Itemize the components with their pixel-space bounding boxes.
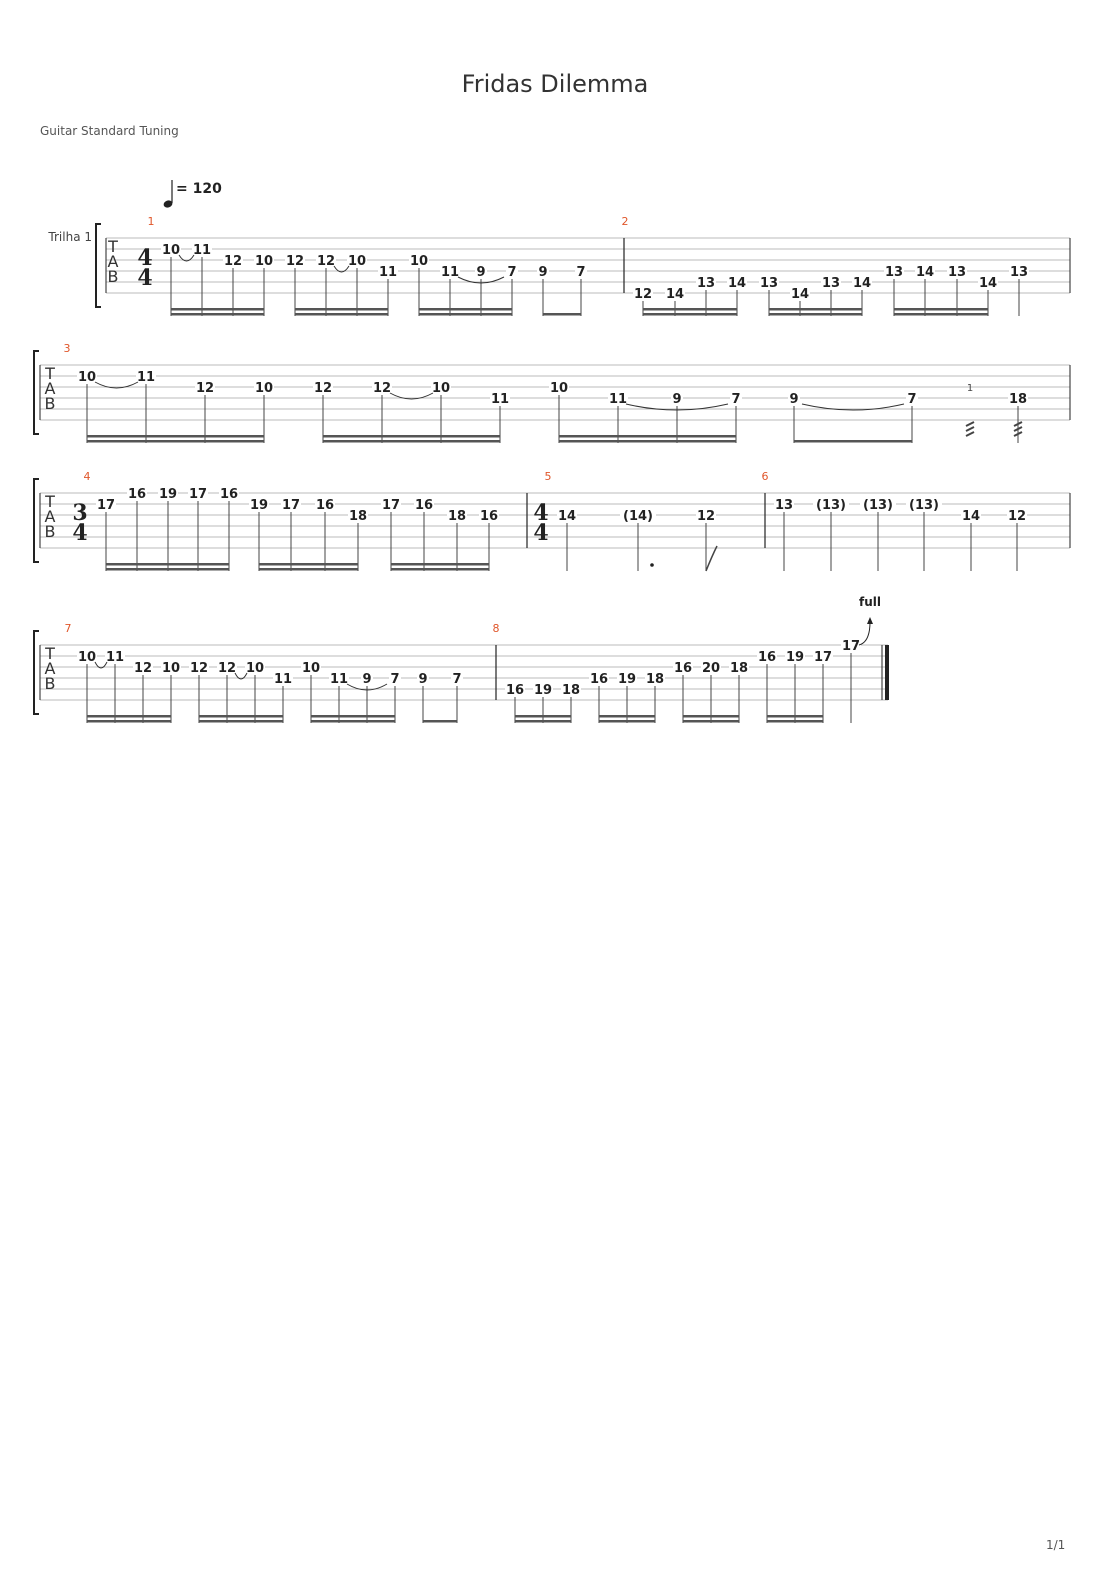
- beam: [259, 568, 358, 571]
- system-bracket: [34, 631, 39, 714]
- tab-clef-letter: A: [44, 379, 56, 398]
- fret-number: 14: [852, 276, 872, 291]
- fret-number: 10: [161, 661, 181, 676]
- fret-number: 9: [789, 392, 799, 407]
- fret-number: 16: [673, 661, 693, 676]
- fret-number: 12: [195, 381, 215, 396]
- rhythm-dot: [650, 563, 654, 567]
- fret-number: 14: [790, 287, 810, 302]
- fret-number: 12: [217, 661, 237, 676]
- measure-number: 5: [544, 470, 552, 483]
- tab-clef-letter: T: [108, 237, 118, 256]
- fret-number: 9: [418, 672, 428, 687]
- fret-number: 7: [576, 265, 586, 280]
- fret-number: 17: [281, 498, 301, 513]
- beam: [171, 313, 264, 316]
- time-signature-top: 4: [533, 500, 549, 526]
- measure-number: 6: [761, 470, 769, 483]
- fret-number: 13: [884, 265, 904, 280]
- fret-number: 19: [533, 683, 553, 698]
- beam: [419, 308, 512, 311]
- beam: [311, 715, 395, 718]
- fret-number: 11: [105, 650, 125, 665]
- fret-number: 10: [301, 661, 321, 676]
- beam: [295, 313, 388, 316]
- tab-clef-letter: T: [45, 644, 55, 663]
- fret-number: 14: [727, 276, 747, 291]
- fret-number: 11: [273, 672, 293, 687]
- fret-number: 12: [285, 254, 305, 269]
- beam: [391, 568, 489, 571]
- time-signature-bottom: 4: [533, 520, 549, 546]
- beam: [643, 308, 737, 311]
- beam: [87, 435, 264, 438]
- measure-number: 3: [63, 342, 71, 355]
- fret-number: 18: [561, 683, 581, 698]
- fret-number: 9: [538, 265, 548, 280]
- fret-number: (13): [816, 498, 846, 513]
- beam: [106, 563, 229, 566]
- beam: [87, 715, 171, 718]
- fret-number: 13: [821, 276, 841, 291]
- fret-number: 12: [1007, 509, 1027, 524]
- fret-number: 12: [316, 254, 336, 269]
- beam: [515, 715, 571, 718]
- fret-number: 17: [381, 498, 401, 513]
- fret-number: 19: [249, 498, 269, 513]
- fret-number: 19: [158, 487, 178, 502]
- beam: [87, 720, 171, 723]
- fret-number: 13: [774, 498, 794, 513]
- fret-number: 16: [479, 509, 499, 524]
- fret-number: 11: [136, 370, 156, 385]
- fret-number: (13): [909, 498, 939, 513]
- beam: [391, 563, 489, 566]
- tremolo-slash: [966, 427, 974, 431]
- beam: [599, 720, 655, 723]
- fret-number: 18: [447, 509, 467, 524]
- beam: [199, 715, 283, 718]
- fret-number: 12: [189, 661, 209, 676]
- beam: [643, 313, 737, 316]
- fret-number: 11: [440, 265, 460, 280]
- beam: [767, 715, 823, 718]
- fret-number: 13: [947, 265, 967, 280]
- fret-number: 11: [329, 672, 349, 687]
- beam: [419, 313, 512, 316]
- system-bracket: [34, 479, 39, 562]
- fret-number: 12: [633, 287, 653, 302]
- tempo-value: = 120: [176, 181, 222, 197]
- beam: [599, 715, 655, 718]
- tab-clef-letter: B: [44, 394, 56, 413]
- fret-number: 9: [476, 265, 486, 280]
- system-bracket: [96, 224, 101, 307]
- fret-number: 12: [223, 254, 243, 269]
- fret-number: 14: [978, 276, 998, 291]
- tab-clef-letter: A: [107, 252, 119, 271]
- fret-number: 17: [96, 498, 116, 513]
- system-bracket: [34, 351, 39, 434]
- beam: [769, 308, 862, 311]
- fret-number: 10: [549, 381, 569, 396]
- beam: [311, 720, 395, 723]
- beam: [894, 308, 988, 311]
- beam: [767, 720, 823, 723]
- fret-number: 16: [127, 487, 147, 502]
- beam: [559, 440, 736, 443]
- time-signature-bottom: 4: [137, 265, 153, 291]
- track-name: Trilha 1: [48, 230, 92, 244]
- fret-number: 11: [378, 265, 398, 280]
- fret-number: 10: [254, 381, 274, 396]
- tremolo-slash: [966, 422, 974, 426]
- fret-number: 14: [915, 265, 935, 280]
- beam: [259, 563, 358, 566]
- fret-number: 10: [347, 254, 367, 269]
- fret-number: 18: [348, 509, 368, 524]
- fret-number: 10: [431, 381, 451, 396]
- beam: [87, 440, 264, 443]
- beam: [423, 720, 457, 723]
- fret-number: 17: [841, 639, 861, 654]
- tuplet-number: 1: [966, 383, 974, 394]
- fret-number: 9: [672, 392, 682, 407]
- song-title: Fridas Dilemma: [461, 70, 649, 98]
- tuning-label: Guitar Standard Tuning: [40, 124, 179, 138]
- fret-number: 10: [245, 661, 265, 676]
- beam: [683, 715, 739, 718]
- measure-number: 8: [492, 622, 500, 635]
- fret-number: 11: [192, 243, 212, 258]
- page-number: 1/1: [1046, 1538, 1066, 1552]
- beam: [199, 720, 283, 723]
- fret-number: 13: [1009, 265, 1029, 280]
- fret-number: 18: [729, 661, 749, 676]
- fret-number: 10: [77, 370, 97, 385]
- fret-number: 16: [757, 650, 777, 665]
- tab-clef-letter: A: [44, 507, 56, 526]
- beam: [323, 440, 500, 443]
- fret-number: 13: [759, 276, 779, 291]
- measure-number: 4: [83, 470, 91, 483]
- measure-number: 1: [147, 215, 155, 228]
- fret-number: (13): [863, 498, 893, 513]
- tab-clef-letter: B: [44, 674, 56, 693]
- fret-number: 16: [589, 672, 609, 687]
- bend-label: full: [859, 595, 881, 609]
- beam: [515, 720, 571, 723]
- beam: [295, 308, 388, 311]
- beam: [559, 435, 736, 438]
- fret-number: 14: [557, 509, 577, 524]
- fret-number: 19: [785, 650, 805, 665]
- time-signature-bottom: 4: [72, 520, 88, 546]
- fret-number: 7: [507, 265, 517, 280]
- fret-number: 20: [701, 661, 721, 676]
- fret-number: 12: [696, 509, 716, 524]
- fret-number: 10: [77, 650, 97, 665]
- beam: [106, 568, 229, 571]
- fret-number: 7: [390, 672, 400, 687]
- fret-number: 16: [315, 498, 335, 513]
- fret-number: 12: [133, 661, 153, 676]
- fret-number: (14): [623, 509, 653, 524]
- fret-number: 18: [645, 672, 665, 687]
- fret-number: 11: [608, 392, 628, 407]
- fret-number: 12: [372, 381, 392, 396]
- fret-number: 10: [254, 254, 274, 269]
- fret-number: 7: [452, 672, 462, 687]
- tab-clef-letter: B: [44, 522, 56, 541]
- time-signature-top: 3: [72, 500, 88, 526]
- tab-clef-letter: A: [44, 659, 56, 678]
- tremolo-slash: [966, 432, 974, 436]
- fret-number: 17: [188, 487, 208, 502]
- eighth-flag: [706, 546, 717, 571]
- beam: [683, 720, 739, 723]
- bend-arrow-icon: [867, 617, 873, 624]
- fret-number: 16: [505, 683, 525, 698]
- fret-number: 7: [907, 392, 917, 407]
- tab-clef-letter: T: [45, 364, 55, 383]
- tab-clef-letter: T: [45, 492, 55, 511]
- fret-number: 19: [617, 672, 637, 687]
- fret-number: 9: [362, 672, 372, 687]
- fret-number: 12: [313, 381, 333, 396]
- fret-number: 14: [665, 287, 685, 302]
- measure-number: 7: [64, 622, 72, 635]
- fret-number: 7: [731, 392, 741, 407]
- fret-number: 14: [961, 509, 981, 524]
- beam: [894, 313, 988, 316]
- fret-number: 11: [490, 392, 510, 407]
- beam: [171, 308, 264, 311]
- tab-clef-letter: B: [107, 267, 119, 286]
- fret-number: 17: [813, 650, 833, 665]
- fret-number: 16: [219, 487, 239, 502]
- beam: [794, 440, 912, 443]
- fret-number: 16: [414, 498, 434, 513]
- time-signature-top: 4: [137, 245, 153, 271]
- beam: [543, 313, 581, 316]
- measure-number: 2: [621, 215, 629, 228]
- fret-number: 10: [161, 243, 181, 258]
- beam: [323, 435, 500, 438]
- fret-number: 18: [1008, 392, 1028, 407]
- fret-number: 10: [409, 254, 429, 269]
- beam: [769, 313, 862, 316]
- fret-number: 13: [696, 276, 716, 291]
